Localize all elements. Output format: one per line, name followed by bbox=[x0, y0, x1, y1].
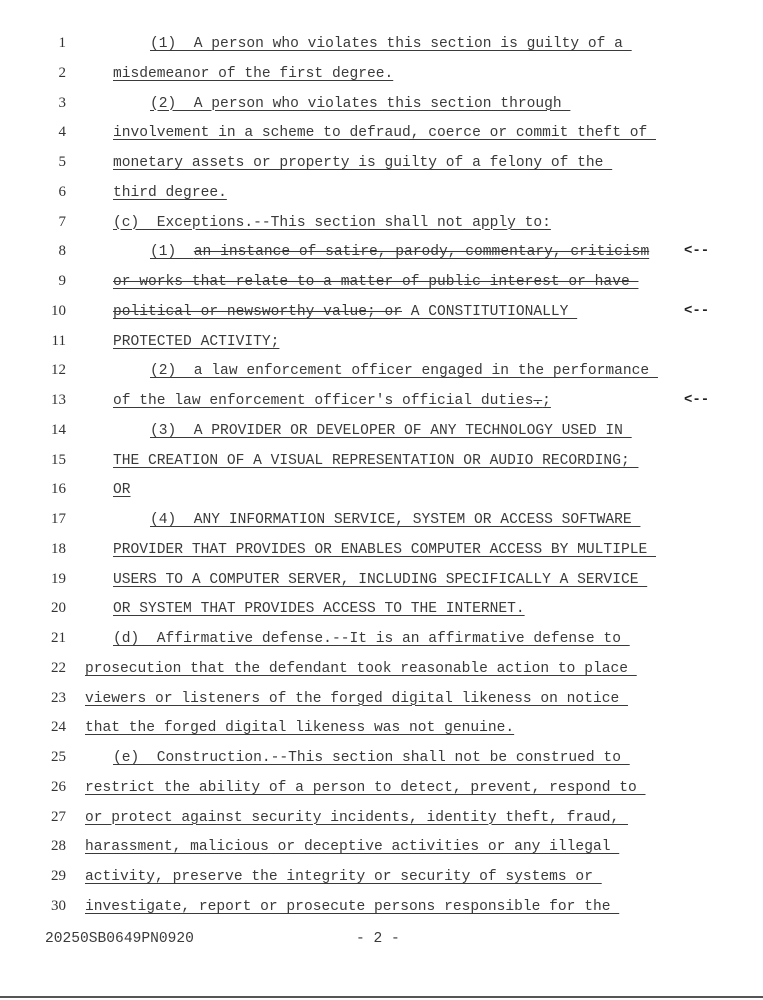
line-number: 16 bbox=[51, 481, 66, 498]
line-text bbox=[113, 215, 551, 231]
change-marker-arrow: <-- bbox=[684, 302, 710, 319]
line-text bbox=[113, 274, 638, 290]
inserted-text: involvement in a scheme to defraud, coerce or commit theft of bbox=[113, 125, 656, 142]
deleted-text: or works that relate to a matter of public interest or have bbox=[113, 274, 639, 290]
line-text bbox=[113, 572, 647, 588]
line-text bbox=[113, 453, 638, 469]
text-line bbox=[0, 212, 763, 242]
inserted-text: (1) bbox=[150, 244, 194, 261]
inserted-text: or protect against security incidents, identity theft, fraud, bbox=[85, 809, 628, 826]
line-number: 2 bbox=[58, 64, 66, 81]
line-text bbox=[150, 244, 649, 260]
line-number: 30 bbox=[51, 897, 66, 914]
text-line bbox=[0, 450, 763, 480]
change-marker-arrow: <-- bbox=[684, 243, 710, 260]
line-number: 28 bbox=[51, 838, 66, 855]
line-text bbox=[150, 96, 570, 112]
text-line bbox=[0, 747, 763, 777]
inserted-text: (2) a law enforcement officer engaged in the performance bbox=[150, 363, 658, 380]
text-line bbox=[0, 93, 763, 123]
inserted-text: (d) Affirmative defense.--It is an affirmative defense to bbox=[113, 631, 630, 647]
text-line bbox=[0, 420, 763, 450]
text-line bbox=[0, 866, 763, 896]
inserted-text: PROTECTED ACTIVITY; bbox=[113, 333, 280, 350]
inserted-text: THE CREATION OF A VISUAL REPRESENTATION OR AUDIO RECORDING; bbox=[113, 452, 639, 469]
inserted-text: prosecution that the defendant took reasonable action to place bbox=[85, 660, 637, 677]
line-text bbox=[85, 899, 619, 915]
line-number: 15 bbox=[51, 451, 66, 468]
text-line bbox=[0, 717, 763, 747]
line-text bbox=[150, 512, 640, 528]
text-line bbox=[0, 390, 763, 420]
inserted-text: OR SYSTEM THAT PROVIDES ACCESS TO THE INTERNET. bbox=[113, 601, 525, 618]
line-number: 21 bbox=[51, 630, 66, 646]
line-text bbox=[113, 750, 630, 766]
inserted-text: (e) Construction.--This section shall not be construed to bbox=[113, 750, 630, 766]
text-line bbox=[0, 598, 763, 628]
line-text bbox=[113, 482, 131, 498]
line-text bbox=[113, 542, 656, 558]
text-line bbox=[0, 807, 763, 837]
line-number: 3 bbox=[58, 94, 66, 111]
text-line bbox=[0, 331, 763, 361]
line-text bbox=[113, 155, 612, 171]
inserted-text: monetary assets or property is guilty of a felony of the bbox=[113, 155, 613, 171]
inserted-text: (3) A PROVIDER OR DEVELOPER OF ANY TECHNOLOGY USED IN bbox=[150, 422, 632, 439]
line-text bbox=[113, 334, 279, 350]
text-line bbox=[0, 63, 763, 93]
page-bottom-rule bbox=[0, 996, 763, 998]
inserted-text: that the forged digital likeness was not genuine. bbox=[85, 720, 515, 737]
line-number: 24 bbox=[51, 719, 66, 736]
line-number: 1 bbox=[58, 35, 66, 51]
line-number: 27 bbox=[51, 808, 66, 825]
line-text bbox=[113, 601, 525, 617]
line-text bbox=[150, 363, 658, 379]
line-text bbox=[113, 304, 577, 320]
inserted-text: (1) A person who violates this section is guilty of a bbox=[150, 36, 632, 52]
inserted-text: USERS TO A COMPUTER SERVER, INCLUDING SPECIFICALLY A SERVICE bbox=[113, 571, 648, 588]
line-number: 9 bbox=[58, 273, 66, 289]
line-number: 5 bbox=[58, 154, 66, 170]
text-line bbox=[0, 33, 763, 63]
text-line bbox=[0, 122, 763, 152]
text-line bbox=[0, 360, 763, 390]
text-line bbox=[0, 896, 763, 926]
text-line bbox=[0, 569, 763, 599]
text-line bbox=[0, 182, 763, 212]
inserted-text: ; bbox=[542, 393, 551, 409]
line-number: 8 bbox=[58, 243, 66, 260]
line-number: 4 bbox=[58, 124, 66, 141]
line-text bbox=[85, 780, 646, 796]
deleted-text: political or newsworthy value; or bbox=[113, 303, 403, 320]
text-line bbox=[0, 301, 763, 331]
line-text bbox=[150, 36, 632, 52]
line-number: 10 bbox=[51, 302, 66, 319]
line-text bbox=[113, 631, 630, 647]
text-line bbox=[0, 777, 763, 807]
line-text bbox=[150, 423, 632, 439]
line-number: 20 bbox=[51, 600, 66, 617]
line-text bbox=[113, 185, 227, 201]
line-number: 13 bbox=[51, 392, 66, 408]
page-number: - 2 - bbox=[356, 931, 400, 947]
text-line bbox=[0, 152, 763, 182]
line-text bbox=[85, 839, 619, 855]
text-line bbox=[0, 509, 763, 539]
text-line bbox=[0, 271, 763, 301]
line-text bbox=[85, 691, 628, 707]
inserted-text: OR bbox=[113, 482, 131, 499]
line-number: 6 bbox=[58, 183, 66, 200]
line-number: 18 bbox=[51, 540, 66, 557]
inserted-text: misdemeanor of the first degree. bbox=[113, 65, 394, 82]
text-line bbox=[0, 688, 763, 718]
line-text bbox=[85, 720, 514, 736]
document-id: 20250SB0649PN0920 bbox=[45, 931, 194, 947]
text-line bbox=[0, 479, 763, 509]
line-number: 29 bbox=[51, 868, 66, 884]
line-number: 22 bbox=[51, 659, 66, 676]
inserted-text: restrict the ability of a person to detect, prevent, respond to bbox=[85, 779, 646, 796]
line-number: 25 bbox=[51, 749, 66, 765]
line-text bbox=[85, 661, 637, 677]
text-line bbox=[0, 539, 763, 569]
line-number: 7 bbox=[58, 213, 66, 230]
inserted-text: A CONSTITUTIONALLY bbox=[402, 303, 578, 320]
line-number: 11 bbox=[51, 332, 66, 349]
deleted-text: an instance of satire, parody, commentary, criticism bbox=[193, 244, 650, 261]
line-number: 12 bbox=[51, 362, 66, 379]
line-number: 14 bbox=[51, 421, 66, 438]
line-text bbox=[85, 869, 602, 885]
inserted-text: investigate, report or prosecute persons responsible for the bbox=[85, 898, 620, 915]
line-text bbox=[85, 810, 628, 826]
inserted-text: (4) ANY INFORMATION SERVICE, SYSTEM OR ACCESS SOFTWARE bbox=[150, 512, 641, 528]
line-number: 17 bbox=[51, 511, 66, 527]
inserted-text: harassment, malicious or deceptive activities or any illegal bbox=[85, 839, 620, 856]
inserted-text: (2) A person who violates this section through bbox=[150, 95, 571, 112]
line-number: 19 bbox=[51, 570, 66, 587]
change-marker-arrow: <-- bbox=[684, 392, 710, 408]
line-text bbox=[113, 125, 656, 141]
line-number: 23 bbox=[51, 689, 66, 706]
text-line bbox=[0, 658, 763, 688]
inserted-text: third degree. bbox=[113, 184, 227, 201]
deleted-text: . bbox=[533, 393, 543, 409]
line-text bbox=[113, 393, 551, 409]
line-text bbox=[113, 66, 393, 82]
inserted-text: of the law enforcement officer's official duties bbox=[113, 393, 534, 409]
inserted-text: (c) Exceptions.--This section shall not apply to: bbox=[113, 214, 551, 231]
inserted-text: activity, preserve the integrity or security of systems or bbox=[85, 869, 602, 885]
text-line bbox=[0, 628, 763, 658]
text-line bbox=[0, 241, 763, 271]
inserted-text: viewers or listeners of the forged digital likeness on notice bbox=[85, 690, 628, 707]
text-line bbox=[0, 836, 763, 866]
inserted-text: PROVIDER THAT PROVIDES OR ENABLES COMPUTER ACCESS BY MULTIPLE bbox=[113, 541, 656, 558]
line-number: 26 bbox=[51, 778, 66, 795]
